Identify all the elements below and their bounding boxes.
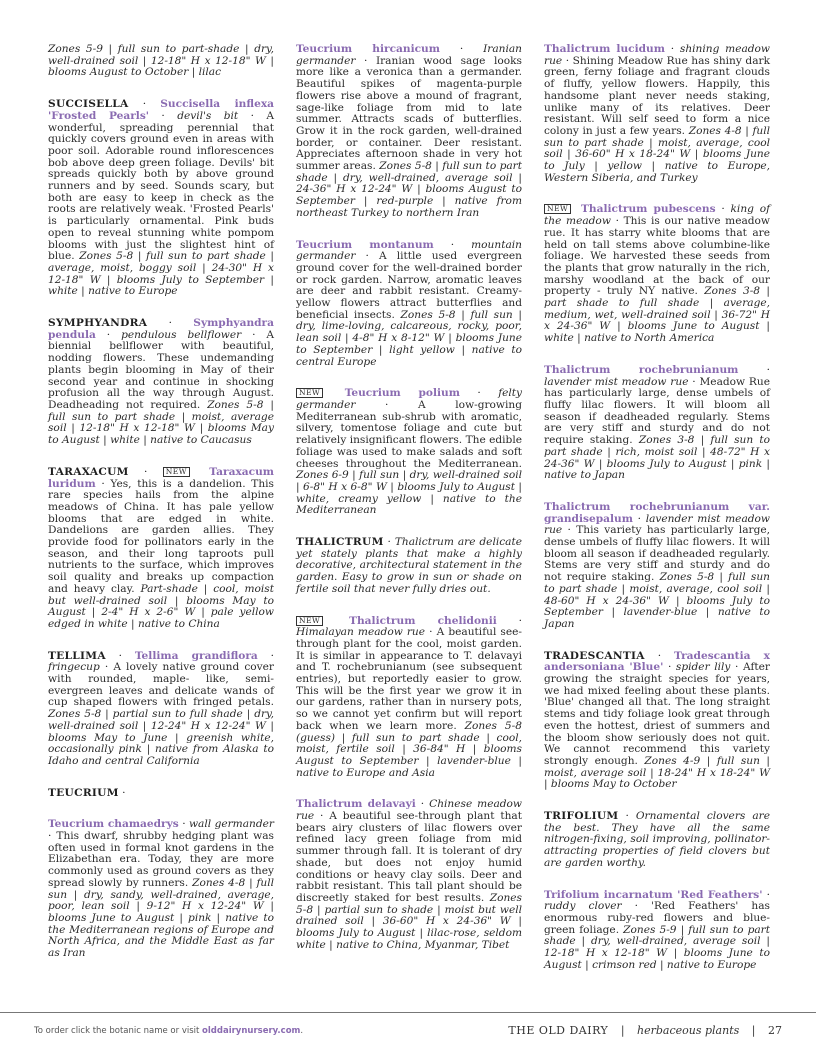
plant-name-link[interactable]: Teucrium chamaedrys — [48, 818, 179, 831]
entry-attributes: Zones 5-8 | partial sun to full shade | dry, well-drained soil | 12-24" H x 12-24" W | blooms May to June | greenish white, occasionally pink | native from Alaska to Idaho and central California — [48, 708, 274, 767]
entry-description: Shining Meadow Rue has shiny dark green, ferny foliage and fragrant clouds of fluffy, yellow flowers. Happily, this handsome plant never needs staking, unlike many of its relatives. Deer resistant. Will self seed to form a nice colony in just a few years. — [544, 54, 770, 137]
entry-attributes: Zones 5-8 | full sun | dry, lime-loving, calcareous, rocky, poor, lean soil | 4-8" H x 8-12" W | blooms June to September | light yellow | native to central Europe — [296, 308, 522, 368]
entry-teucrium-polium: NEW Teucrium polium · felty germander · A low-growing Mediterranean sub-shrub with aromatic, silvery, tomentose foliage and cute but relatively insignificant flowers. The edible foliage was used to make salads and soft cheeses throughout the Mediterranean. Zones 6-9 | full sun | dry, well-drained soil | 6-8" H x 6-8" W | blooms July to August | white, creamy yellow | native to the Mediterranean — [296, 387, 523, 517]
common-name: lavender mist meadow rue — [544, 512, 770, 537]
genus-heading: TELLIMA — [48, 649, 106, 662]
order-period: . — [300, 1026, 304, 1036]
plant-name-link[interactable]: Thalictrum rochebrunianum — [544, 363, 739, 376]
entry-attributes: Zones 3-8 | part shade to full shade | average, medium, wet, well-drained soil | 36-72" H x 24-36" W | blooms June to August | white | native to North America — [544, 285, 770, 345]
entry-attributes: Zones 4-8 | full sun | dry, sandy, well-drained, average, poor, lean soil | 9-12" H x 12-24" W | blooms June to August | pink | native to the Mediterranean regions of Europe and North Africa, and the Middle East as far as Iran — [48, 876, 274, 960]
plant-name-link[interactable]: Teucrium montanum — [296, 238, 434, 251]
entry-tradescantia: TRADESCANTIA · Tradescantia x andersoniana 'Blue' · spider lily · After growing the straight species for years, we had mixed feeling about these plants. 'Blue' changed all that. The long straight stems and tidy foliage look great through even the hottest, driest of summers and the bloom show seriously does not quit. We cannot recommend this variety strongly enough. Zones 4-9 | full sun | moist, average soil | 18-24" H x 18-24" W | blooms May to October — [544, 649, 771, 791]
plant-name-link[interactable]: Taraxacum luridum — [48, 465, 274, 490]
entry-thalictrum-pubescens: NEW Thalictrum pubescens · king of the meadow · This is our native meadow rue. It has starry white blooms that are held on tall stems above columbine-like foliage. We harvested these seeds from the plants that grow naturally in the rich, marshy woodland at the back of our property - truly NY native. Zones 3-8 | part shade to full shade | average, medium, wet, well-drained soil | 36-72" H x 24-36" W | blooms June to August | white | native to North America — [544, 203, 771, 345]
column-3 — [544, 44, 770, 992]
entry-attributes: Zones 5-8 | full sun to part shade | average, moist, boggy soil | 24-30" H x 12-18" W | blooms July to September | white | native to Europe — [48, 250, 274, 298]
entry-description: This variety has particularly large, dense umbels of fluffy lilac flowers. It will bloom all season if deadheaded regularly. Stems are very stiff and sturdy and do not require staking. — [544, 524, 770, 584]
common-name: shining meadow rue — [544, 43, 771, 67]
new-badge: NEW — [296, 616, 323, 626]
common-name: fringecup — [48, 661, 100, 674]
plant-name-link[interactable]: Thalictrum pubescens — [581, 203, 716, 216]
plant-name-link[interactable]: Symphyandra pendula — [48, 317, 274, 341]
column-1 — [48, 44, 274, 992]
entry-succisella: SUCCISELLA · Succisella inflexa 'Frosted Pearls' · devil's bit · A wonderful, spreading perennial that quickly covers ground even in areas with poor soil. Adorable round inflorescences bob above deep green foliage. Devils' bit spreads quickly both by above ground runners and by seed. Sounds scary, but both are easy to keep in check as the roots are relatively weak. 'Frosted Pearls' is particularly ornamental. Pink buds open to reveal stunning white pompom blooms with just the slightest hint of blue. Zones 5-8 | full sun to part shade | average, moist, boggy soil | 24-30" H x 12-18" W | blooms July to September | white | native to Europe — [48, 98, 274, 298]
plant-name-link[interactable]: Teucrium polium — [344, 387, 460, 400]
entry-attributes: Zones 4-8 | full sun to part shade | moist, average, cool soil | 36-60" H x 18-24" W | blooms June to July | yellow | native to Europe, Western Siberia, and Turkey — [544, 124, 771, 184]
entry-attributes: Zones 3-8 | full sun to part shade | rich, moist soil | 48-72" H x 24-36" W | blooms July to August | pink | native to Japan — [544, 434, 770, 482]
order-note — [34, 1026, 303, 1036]
entry-attributes: Zones 5-9 | full sun to part shade | dry, well-drained, average soil | 12-18" H x 12-18" W | blooms June to August | crimson red | native to Europe — [544, 923, 770, 971]
entry-attributes: Zones 5-9 | full sun to part-shade | dry, well-drained soil | 12-18" H x 12-18" W | blooms August to October | lilac — [48, 43, 274, 79]
entry-teucrium-chamaedrys: Teucrium chamaedrys · wall germander · This dwarf, shrubby hedging plant was often used in formal knot gardens in the Elizabethan era. Today, they are more commonly used as ground covers as they spread slowly by runners. Zones 4-8 | full sun | dry, sandy, well-drained, average, poor, lean soil | 9-12" H x 12-24" W | blooms June to August | pink | native to the Mediterranean regions of Europe and North Africa, and the Middle East as far as Iran — [48, 818, 274, 960]
entry-thalictrum-chelidonii: NEW Thalictrum chelidonii · Himalayan meadow rue · A beautiful see-through plant for the cool, moist garden. It is similar in appearance to T. delavayi and T. rochebrunianum (see subsequent entries), but reportedly easier to grow. This will be the first year we grow it in our gardens, rather than in nursery pots, so we cannot yet confirm but will report back when we learn more. Zones 5-8 (guess) | full sun to part shade | cool, moist, fertile soil | 36-84" H | blooms August to September | lavender-blue | native to Europe and Asia — [296, 614, 522, 779]
entry-attributes: Zones 5-8 | full sun to part shade | moist, average soil | 12-18" H x 12-18" W | blooms May to August | white | native to Caucasus — [48, 398, 274, 447]
plant-name-link[interactable]: Thalictrum lucidum — [544, 43, 665, 55]
plant-name-link[interactable]: Tradescantia x andersoniana 'Blue' — [544, 649, 770, 674]
common-name: felty germander — [296, 387, 523, 411]
common-name: Himalayan meadow rue — [296, 626, 426, 639]
page-number: 27 — [768, 1024, 782, 1037]
page-footer — [508, 1024, 782, 1037]
entry-attributes: Zones 5-8 (guess) | full sun to part shade | cool, moist, fertile soil | 36-84" H | blooms August to September | lavender-blue | native to Europe and Asia — [296, 719, 522, 779]
column-2 — [296, 44, 522, 992]
website-link[interactable]: olddairynursery.com — [202, 1026, 301, 1036]
entry-thalictrum-lucidum: Thalictrum lucidum · shining meadow rue · Shining Meadow Rue has shiny dark green, ferny foliage and fragrant clouds of fluffy, yellow flowers. Happily, this handsome plant never needs staking, unlike many of its relatives. Deer resistant. Will self seed to form a nice colony in just a few years. Zones 4-8 | full sun to part shade | moist, average, cool soil | 36-60" H x 18-24" W | blooms June to July | yellow | native to Europe, Western Siberia, and Turkey — [544, 43, 771, 184]
entry-description: A biennial bellflower with beautiful, nodding flowers. These undemanding plants begin blooming in May of their second year and continue in shocking profusion all the way through August. Deadheading not required. — [48, 328, 275, 411]
entry-continued — [48, 44, 274, 79]
footer-divider — [0, 1012, 816, 1013]
plant-name-link[interactable]: Teucrium hircanicum — [296, 43, 440, 55]
common-name: mountain germander — [296, 238, 522, 263]
genus-heading: THALICTRUM — [296, 536, 384, 549]
catalog-columns — [48, 44, 770, 992]
plant-name-link[interactable]: Trifolium incarnatum 'Red Feathers' — [544, 888, 763, 901]
common-name: ruddy clover — [544, 900, 622, 913]
new-badge: NEW — [544, 204, 571, 214]
entry-teucrium-heading: TEUCRIUM · — [48, 786, 126, 799]
genus-heading: TARAXACUM — [48, 465, 129, 478]
plant-name-link[interactable]: Thalictrum delavayi — [296, 798, 416, 811]
new-badge: NEW — [296, 388, 323, 398]
entry-description: A lovely native ground cover with rounded, maple- like, semi-evergreen leaves and delicate wands of cup shaped flowers with fringed petals. — [48, 661, 274, 709]
plant-name-link[interactable]: Thalictrum chelidonii — [349, 614, 497, 627]
entry-thalictrum-rochebrunianum: Thalictrum rochebrunianum · lavender mist meadow rue · Meadow Rue has particularly large, dense umbels of fluffy lilac flowers. It will bloom all season if deadheaded regularly. Stems are very stiff and sturdy and do not require staking. Zones 3-8 | full sun to part shade | rich, moist soil | 48-72" H x 24-36" W | blooms July to August | pink | native to Japan — [544, 363, 770, 482]
entry-description: A beautiful see-through plant that bears airy clusters of lilac flowers over refined lacy green foliage from mid summer through fall. It is tolerant of dry shade, but does not enjoy humid conditions or heavy clay soils. Deer and rabbit resistant. This tall plant should be discreetly staked for best results. — [296, 810, 522, 904]
genus-heading: SYMPHYANDRA — [48, 317, 148, 330]
entry-taraxacum: TARAXACUM · NEW Taraxacum luridum · Yes, this is a dandelion. This rare species hails from the alpine meadows of China. It has pale yellow blooms that are edged in white. Dandelions are garden allies. They provide food for pollinators early in the season, and their long taproots pull nutrients to the surface, which improves soil quality and breaks up compaction and heavy clay. Part-shade | cool, moist but well-drained soil | blooms May to August | 2-4" H x 2-6" W | pale yellow edged in white | native to China — [48, 465, 274, 630]
entry-teucrium-montanum: Teucrium montanum · mountain germander · A little used evergreen ground cover for the well-drained border or rock garden. Narrow, aromatic leaves are deer and rabbit resistant. Creamy-yellow flowers attract butterflies and beneficial insects. Zones 5-8 | full sun | dry, lime-loving, calcareous, rocky, poor, lean soil | 4-8" H x 8-12" W | blooms June to September | light yellow | native to central Europe — [296, 238, 522, 368]
plant-name-link[interactable]: Succisella inflexa 'Frosted Pearls' — [48, 98, 274, 122]
entry-description: This dwarf, shrubby hedging plant was often used in formal knot gardens in the Elizabethan era. Today, they are more commonly used as ground covers as they spread slowly by runners. — [48, 830, 274, 889]
entry-thalictrum-grandisepalum: Thalictrum rochebrunianum var. grandisepalum · lavender mist meadow rue · This variety has particularly large, dense umbels of fluffy lilac flowers. It will bloom all season if deadheaded regularly. Stems are very stiff and sturdy and do not require staking. Zones 5-8 | full sun to part shade | moist, average, cool soil | 48-60" H x 24-36" W | blooms July to September | lavender-blue | native to Japan — [544, 500, 770, 630]
genus-intro: Thalictrum are delicate yet stately plants that make a highly decorative, architectural statement in the garden. Easy to grow in sun or shade on fertile soil that never fully dries out. — [296, 536, 522, 595]
common-name: Chinese meadow rue — [296, 798, 523, 823]
common-name: pendulous bellflower — [121, 328, 242, 341]
plant-name-link[interactable]: Tellima grandiflora — [134, 649, 258, 662]
genus-heading: TRIFOLIUM — [544, 810, 619, 823]
genus-heading: SUCCISELLA — [48, 98, 129, 111]
entry-description: Yes, this is a dandelion. This rare species hails from the alpine meadows of China. It has pale yellow blooms that are edged in white. Dandelions are garden allies. They provide food for pollinators early in the season, and their long taproots pull nutrients to the surface, which improves soil quality and breaks up compaction and heavy clay. — [48, 477, 274, 595]
entry-attributes: Zones 5-8 | full sun to part shade | dry, well-drained, average soil | 24-36" H x 12-24" W | blooms August to September | red-purple | native from northeast Turkey to northern Iran — [296, 160, 522, 219]
genus-heading: TEUCRIUM — [48, 786, 119, 799]
section-name: herbaceous plants — [637, 1024, 740, 1037]
entry-description: This is our native meadow rue. It has starry white blooms that are held on tall stems above columbine-like foliage. We harvested these seeds from the plants that grow naturally in the rich, marshy woodland at the back of our property - truly NY native. — [544, 215, 771, 298]
new-badge: NEW — [163, 467, 190, 477]
entry-attributes: Zones 5-8 | full sun to part shade | moist, average, cool soil | 48-60" H x 24-36" W | blooms July to September | lavender-blue | native to Japan — [544, 571, 770, 630]
entry-attributes: Zones 4-9 | full sun | moist, average soil | 18-24" H x 18-24" W | blooms May to October — [544, 754, 771, 791]
entry-description: A beautiful see-through plant for the cool, moist garden. It is similar in appearance to T. delavayi and T. rochebrunianum (see subsequent entries), but reportedly easier to grow. This will be the first year we grow it in our gardens, rather than in nursery pots, so we cannot yet confirm but will report back when we learn more. — [296, 626, 522, 732]
order-text: To order click the botanic name or visit — [34, 1026, 200, 1036]
entry-description: Meadow Rue has particularly large, dense umbels of fluffy lilac flowers. It will bloom all season if deadheaded regularly. Stems are very stiff and sturdy and do not require staking. — [544, 375, 770, 447]
entry-tellima: TELLIMA · Tellima grandiflora · fringecup · A lovely native ground cover with rounded, maple- like, semi-evergreen leaves and delicate wands of cup shaped flowers with fringed petals. Zones 5-8 | partial sun to full shade | dry, well-drained soil | 12-24" H x 12-24" W | blooms May to June | greenish white, occasionally pink | native from Alaska to Idaho and central California — [48, 649, 274, 767]
entry-thalictrum-heading: THALICTRUM · Thalictrum are delicate yet stately plants that make a highly decorative, architectural statement in the garden. Easy to grow in sun or shade on fertile soil that never fully dries out. — [296, 536, 522, 595]
footer-separator: | — [620, 1024, 625, 1037]
entry-trifolium-heading: TRIFOLIUM · Ornamental clovers are the best. They have all the same nitrogen-fixing, soil improving, pollinator-attracting properties of field clovers but are garden worthy. — [544, 810, 770, 869]
genus-intro: Ornamental clovers are the best. They have all the same nitrogen-fixing, soil improving, pollinator-attracting properties of field clovers but are garden worthy. — [544, 810, 770, 869]
footer-separator: | — [751, 1024, 756, 1037]
plant-name-link[interactable]: Thalictrum rochebrunianum var. grandisepalum — [544, 500, 770, 525]
entry-attributes: Zones 5-8 | partial sun to shade | moist but well drained soil | 36-60" H x 24-36" W | blooms July to August | lilac-rose, seldom white | native to China, Myanmar, Tibet — [296, 892, 522, 951]
common-name: king of the meadow — [544, 203, 771, 228]
brand-name: THE OLD DAIRY — [508, 1024, 609, 1037]
entry-description: After growing the straight species for years, we had mixed feeling about these plants. 'Blue' changed all that. The long straight stems and tidy foliage look great through even the hottest, driest of summers and the bloom show seriously does not quit. We cannot recommend this variety strongly enough. — [544, 661, 770, 767]
common-name: devil's bit — [177, 109, 239, 122]
common-name: Iranian germander — [296, 43, 522, 67]
entry-attributes: Zones 6-9 | full sun | dry, well-drained soil | 6-8" H x 6-8" W | blooms July to August | white, creamy yellow | native to the Mediterranean — [296, 469, 522, 517]
common-name: lavender mist meadow rue — [544, 375, 689, 388]
entry-attributes: Part-shade | cool, moist but well-drained soil | blooms May to August | 2-4" H x 2-6" W | pale yellow edged in white | native to China — [48, 582, 274, 630]
entry-description: 'Red Feathers' has enormous ruby-red flowers and blue-green foliage. — [544, 900, 770, 936]
entry-description: A little used evergreen ground cover for the well-drained border or rock garden. Narrow, aromatic leaves are deer and rabbit resistant. Creamy-yellow flowers attract butterflies and beneficial insects. — [296, 250, 522, 321]
common-name: spider lily — [675, 661, 731, 674]
entry-description: A wonderful, spreading perennial that quickly covers ground even in areas with poor soil. Adorable round inflorescences bob above deep green foliage. Devils' bit spreads quickly both by above ground runners and by seed. Sounds scary, but both are easy to keep in check as the roots are relatively weak. 'Frosted Pearls' is particularly ornamental. Pink buds open to reveal stunning white pompom blooms with just the slightest hint of blue. — [48, 109, 274, 263]
genus-heading: TRADESCANTIA — [544, 649, 645, 662]
entry-description: Iranian wood sage looks more like a veronica than a germander. Beautiful spikes of magenta-purple flowers rise above a mound of fragrant, sage-like foliage from mid to late summer. Attracts scads of butterflies. Grow it in the rock garden, well-drained border, or container. Deer resistant. Appreciates afternoon shade in very hot summer areas. — [296, 54, 522, 173]
entry-thalictrum-delavayi: Thalictrum delavayi · Chinese meadow rue · A beautiful see-through plant that bears airy clusters of lilac flowers over refined lacy green foliage from mid summer through fall. It is tolerant of dry shade, but does not enjoy humid conditions or heavy clay soils. Deer and rabbit resistant. This tall plant should be discreetly staked for best results. Zones 5-8 | partial sun to shade | moist but well drained soil | 36-60" H x 24-36" W | blooms July to August | lilac-rose, seldom white | native to China, Myanmar, Tibet — [296, 798, 523, 951]
entry-teucrium-hircanicum: Teucrium hircanicum · Iranian germander · Iranian wood sage looks more like a veronica than a germander. Beautiful spikes of magenta-purple flowers rise above a mound of fragrant, sage-like foliage from mid to late summer. Attracts scads of butterflies. Grow it in the rock garden, well-drained border, or container. Deer resistant. Appreciates afternoon shade in very hot summer areas. Zones 5-8 | full sun to part shade | dry, well-drained, average soil | 24-36" H x 12-24" W | blooms August to September | red-purple | native from northeast Turkey to northern Iran — [296, 43, 522, 219]
common-name: wall germander — [188, 818, 274, 831]
entry-symphyandra: SYMPHYANDRA · Symphyandra pendula · pendulous bellflower · A biennial bellflower with beautiful, nodding flowers. These undemanding plants begin blooming in May of their second year and continue in shocking profusion all the way through August. Deadheading not required. Zones 5-8 | full sun to part shade | moist, average soil | 12-18" H x 12-18" W | blooms May to August | white | native to Caucasus — [48, 317, 275, 447]
entry-description: A low-growing Mediterranean sub-shrub with aromatic, silvery, tomentose foliage and cute but relatively insignificant flowers. The edible foliage was used to make salads and soft cheeses throughout the Mediterranean. — [296, 398, 522, 470]
entry-trifolium-incarnatum: Trifolium incarnatum 'Red Feathers' · ruddy clover · 'Red Feathers' has enormous ruby-red flowers and blue-green foliage. Zones 5-9 | full sun to part shade | dry, well-drained, average soil | 12-18" H x 12-18" W | blooms June to August | crimson red | native to Europe — [544, 888, 770, 971]
